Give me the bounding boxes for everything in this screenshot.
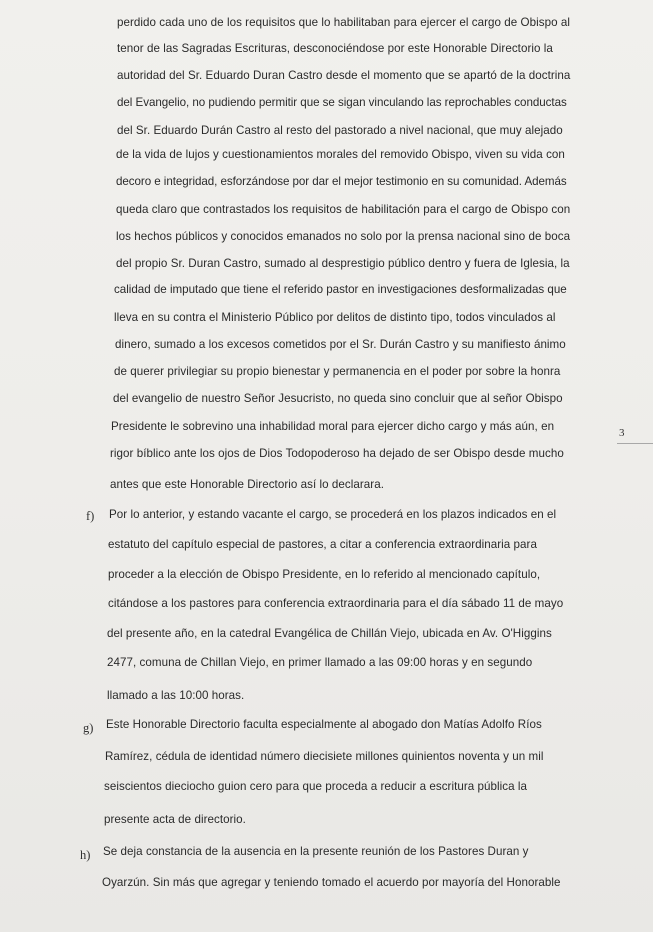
item-f-line: estatuto del capítulo especial de pastores, a citar a conferencia extraordinaria para [108,538,537,551]
item-g-marker: g) [83,721,94,735]
item-f-line: llamado a las 10:00 horas. [107,689,245,702]
paragraph-line: del Evangelio, no pudiendo permitir que se sigan vinculando las reprochables conductas [117,96,567,109]
paragraph-line: autoridad del Sr. Eduardo Duran Castro desde el momento que se apartó de la doctrina [117,69,571,82]
item-f-line: citándose a los pastores para conferencia extraordinaria para el día sábado 11 de mayo [108,597,564,610]
paragraph-line: dinero, sumado a los excesos cometidos por el Sr. Durán Castro y su manifiesto ánimo [115,338,566,351]
paragraph-line: calidad de imputado que tiene el referido pastor en investigaciones desformalizadas que [114,283,567,296]
paragraph-line: decoro e integridad, esforzándose por dar el mejor testimonio en su comunidad. Además [116,175,567,188]
item-g-line: presente acta de directorio. [104,813,246,826]
item-h-line: Oyarzún. Sin más que agregar y teniendo tomado el acuerdo por mayoría del Honorable [102,876,561,889]
paragraph-line: tenor de las Sagradas Escrituras, desconociéndose por este Honorable Directorio la [117,42,553,55]
item-f-line: Por lo anterior, y estando vacante el cargo, se procederá en los plazos indicados en el [109,508,557,521]
page-number: 3 [619,427,625,439]
margin-rule [617,443,653,444]
paragraph-line: los hechos públicos y conocidos emanados no solo por la prensa nacional sino de boca [116,230,571,243]
paragraph-line: de la vida de lujos y cuestionamientos morales del removido Obispo, viven su vida con [116,148,565,161]
paragraph-line: antes que este Honorable Directorio así lo declarara. [110,478,384,491]
item-g-line: seiscientos dieciocho guion cero para que proceda a reducir a escritura pública la [104,780,528,793]
paragraph-line: queda claro que contrastados los requisitos de habilitación para el cargo de Obispo con [116,203,571,216]
item-f-line: del presente año, en la catedral Evangélica de Chillán Viejo, ubicada en Av. O'Higgins [107,627,552,640]
paragraph-line: lleva en su contra el Ministerio Público por delitos de distinto tipo, todos vinculados al [114,311,556,324]
paragraph-line: del evangelio de nuestro Señor Jesucristo, no queda sino concluir que al señor Obispo [113,392,563,405]
item-h-marker: h) [80,848,91,862]
item-g-line: Ramírez, cédula de identidad número diecisiete millones quinientos noventa y un mil [105,750,544,763]
item-g-line: Este Honorable Directorio faculta especialmente al abogado don Matías Adolfo Ríos [106,718,542,731]
paragraph-line: del Sr. Eduardo Durán Castro al resto del pastorado a nivel nacional, que muy alejado [117,124,563,137]
paragraph-line: del propio Sr. Duran Castro, sumado al desprestigio público dentro y fuera de Iglesia, la [116,257,570,270]
paragraph-line: Presidente le sobrevino una inhabilidad moral para ejercer dicho cargo y más aún, en [111,420,555,433]
item-f-marker: f) [86,509,95,523]
item-f-line: 2477, comuna de Chillan Viejo, en primer llamado a las 09:00 horas y en segundo [107,656,533,669]
paragraph-line: rigor bíblico ante los ojos de Dios Todopoderoso ha dejado de ser Obispo desde mucho [110,447,564,460]
paragraph-line: perdido cada uno de los requisitos que lo habilitaban para ejercer el cargo de Obispo al [117,16,570,29]
item-h-line: Se deja constancia de la ausencia en la presente reunión de los Pastores Duran y [103,845,529,858]
paragraph-line: de querer privilegiar su propio bienestar y permanencia en el poder por sobre la honra [114,365,561,378]
item-f-line: proceder a la elección de Obispo Presidente, en lo referido al mencionado capítulo, [108,568,541,581]
